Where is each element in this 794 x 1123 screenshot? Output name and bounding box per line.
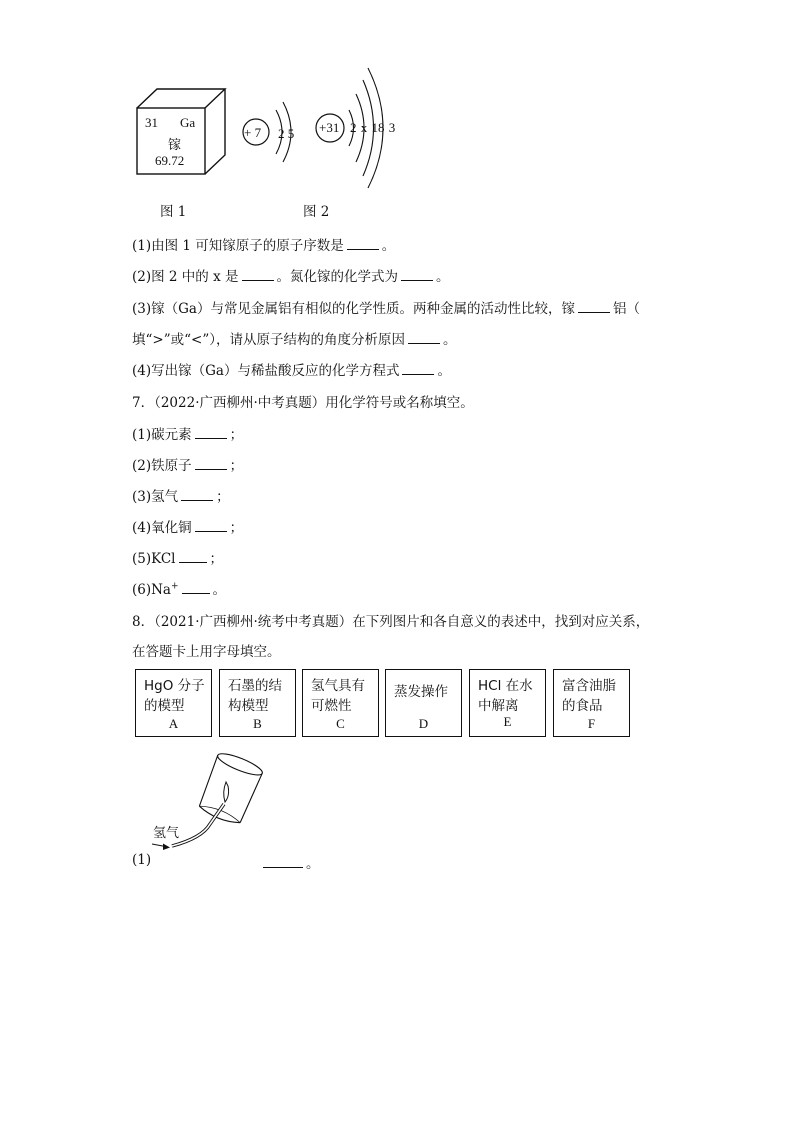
q8-title-line2: 在答题卡上用字母填空。: [132, 644, 281, 660]
q6-part4: (4)写出镓（Ga）与稀盐酸反应的化学方程式 。: [132, 363, 451, 379]
atom1-shells: 2 5: [278, 126, 295, 141]
answer-blank[interactable]: [402, 362, 434, 375]
q7-item: (3)氢气 ；: [132, 489, 230, 505]
q7-title: 7．（2022·广西柳州·中考真题）用化学符号或名称填空。: [132, 395, 474, 411]
element-name: 镓: [168, 138, 182, 153]
answer-blank[interactable]: [401, 268, 433, 281]
answer-blank[interactable]: [408, 331, 440, 344]
atomic-number: 31: [145, 115, 158, 130]
figure2-label: 图 2: [303, 204, 330, 220]
element-symbol: Ga: [180, 115, 196, 130]
option-box-e: HCl 在水 中解离 E: [469, 669, 546, 737]
q8-title-line1: 8．（2021·广西柳州·统考中考真题）在下列图片和各自意义的表述中，找到对应关系，: [132, 614, 650, 630]
figure1-label: 图 1: [160, 204, 187, 220]
answer-blank[interactable]: [179, 550, 207, 563]
option-box-f: 富含油脂 的食品 F: [553, 669, 630, 737]
option-box-a: HgO 分子 的模型 A: [135, 669, 212, 737]
answer-blank[interactable]: [195, 457, 227, 470]
atomic-mass: 69.72: [155, 153, 185, 168]
answer-blank[interactable]: [263, 855, 303, 868]
q7-item: (2)铁原子 ；: [132, 458, 244, 474]
answer-blank[interactable]: [242, 268, 274, 281]
q6-part3-line2: 填“>”或“<”），请从原子结构的角度分析原因 。: [132, 332, 457, 348]
answer-blank[interactable]: [182, 581, 210, 594]
option-box-c: 氢气具有 可燃性 C: [302, 669, 379, 737]
atom2-shells: 2 x 18 3: [350, 120, 396, 135]
q7-item: (5)KCl ；: [132, 551, 223, 567]
hydrogen-label: 氢气: [153, 826, 180, 841]
answer-blank[interactable]: [578, 300, 610, 313]
answer-blank[interactable]: [181, 488, 213, 501]
q7-item: (1)碳元素 ；: [132, 427, 244, 443]
q8-part1-answer: 。: [260, 852, 320, 872]
option-box-b: 石墨的结 构模型 B: [219, 669, 296, 737]
q6-part1: (1)由图 1 可知镓原子的原子序数是 。: [132, 238, 396, 254]
atom2-nucleus: +31: [319, 120, 340, 135]
q6-part2: (2)图 2 中的 x 是 。氮化镓的化学式为 。: [132, 269, 450, 285]
answer-blank[interactable]: [195, 519, 227, 532]
q7-item: (6)Na+ 。: [132, 581, 227, 598]
atom1-nucleus: + 7: [244, 125, 262, 140]
q6-part3-line1: (3)镓（Ga）与常见金属铝有相似的化学性质。两种金属的活动性比较，镓 铝（: [132, 301, 640, 317]
answer-blank[interactable]: [347, 237, 379, 250]
answer-blank[interactable]: [195, 426, 227, 439]
option-box-d: 蒸发操作 D: [385, 669, 462, 737]
q7-item: (4)氧化铜 ；: [132, 520, 244, 536]
q8-part1: (1): [132, 852, 152, 868]
